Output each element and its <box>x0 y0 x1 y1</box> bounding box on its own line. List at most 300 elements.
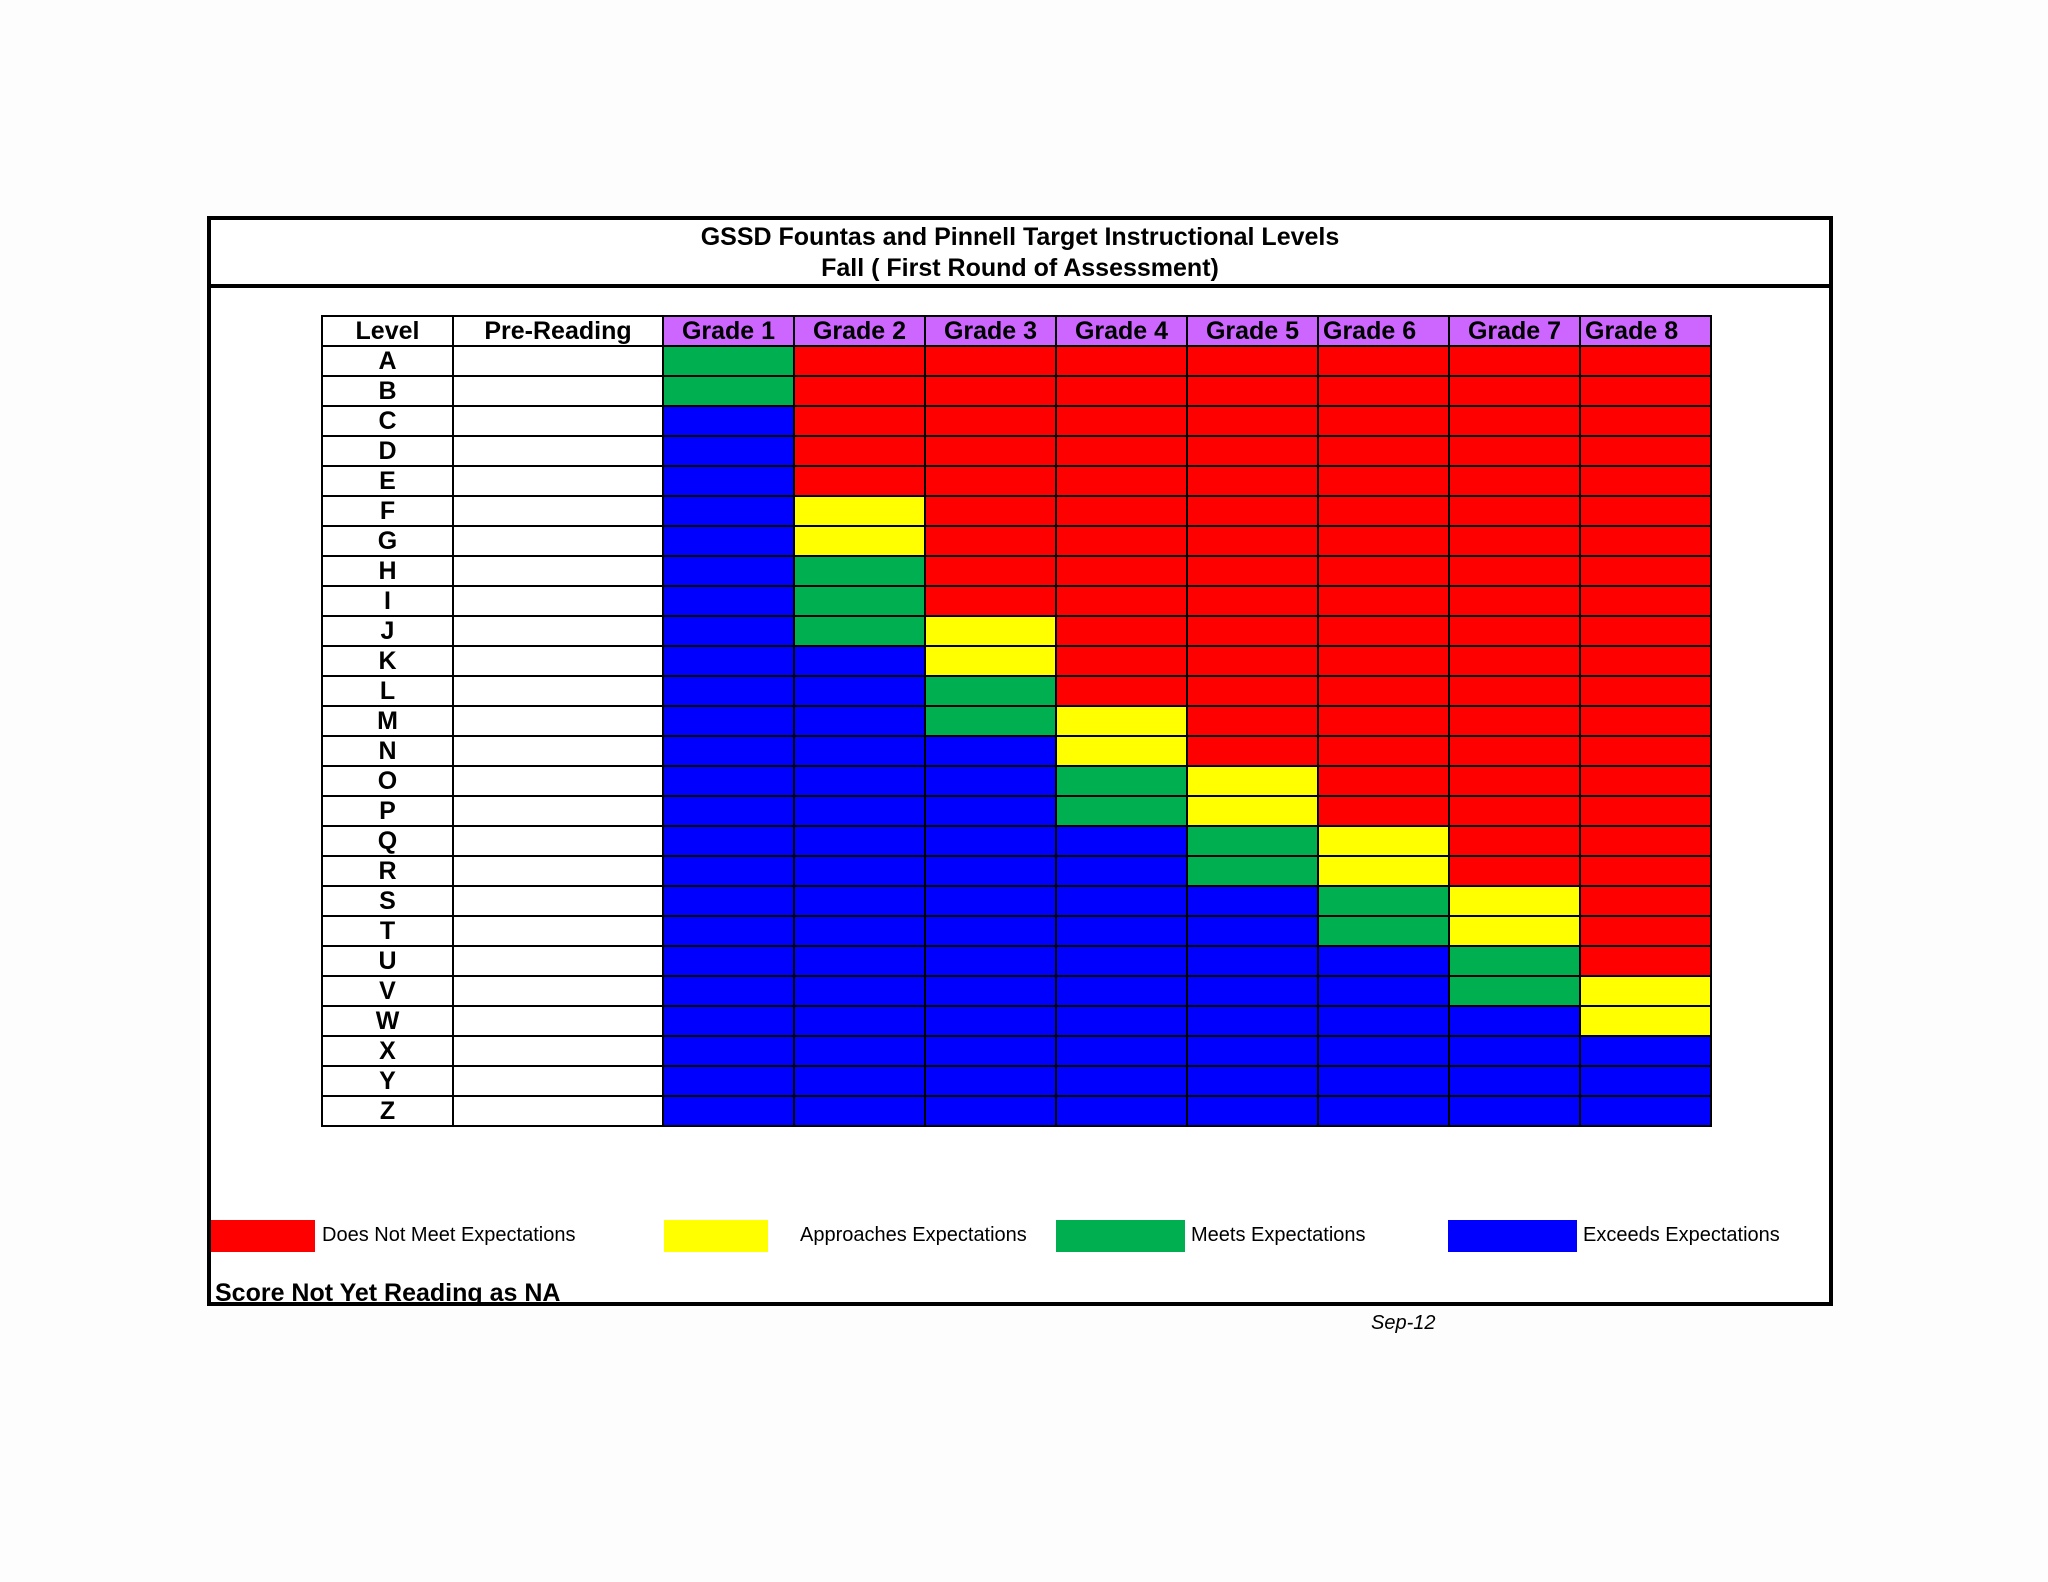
grade-7-cell <box>1449 1036 1580 1066</box>
grade-2-cell <box>794 706 925 736</box>
grade-4-cell <box>1056 466 1187 496</box>
grade-6-cell <box>1318 346 1449 376</box>
grade-2-cell <box>794 856 925 886</box>
header-grade-1: Grade 1 <box>663 316 794 346</box>
grade-1-cell <box>663 796 794 826</box>
table-row <box>322 616 1711 646</box>
grade-6-cell <box>1318 526 1449 556</box>
grade-5-cell <box>1187 646 1318 676</box>
grade-1-cell <box>663 346 794 376</box>
grade-8-cell <box>1580 826 1711 856</box>
grade-2-cell <box>794 826 925 856</box>
table-row <box>322 496 1711 526</box>
document-frame <box>207 216 1833 1306</box>
grade-6-cell <box>1318 466 1449 496</box>
grade-7-cell <box>1449 976 1580 1006</box>
grade-4-cell <box>1056 406 1187 436</box>
grade-4-cell <box>1056 526 1187 556</box>
level-cell: A <box>322 346 453 376</box>
grade-3-cell <box>925 1066 1056 1096</box>
pre-reading-cell <box>453 706 663 736</box>
grade-8-cell <box>1580 886 1711 916</box>
grade-6-cell <box>1318 1006 1449 1036</box>
grade-6-cell <box>1318 436 1449 466</box>
grade-3-cell <box>925 346 1056 376</box>
grade-8-cell <box>1580 1036 1711 1066</box>
grade-1-cell <box>663 436 794 466</box>
level-cell: J <box>322 616 453 646</box>
grade-3-cell <box>925 556 1056 586</box>
grade-5-cell <box>1187 1006 1318 1036</box>
grade-6-cell <box>1318 406 1449 436</box>
level-cell: Q <box>322 826 453 856</box>
grade-7-cell <box>1449 826 1580 856</box>
grade-4-cell <box>1056 856 1187 886</box>
grade-6-cell <box>1318 376 1449 406</box>
pre-reading-cell <box>453 766 663 796</box>
table-row <box>322 646 1711 676</box>
grade-7-cell <box>1449 466 1580 496</box>
grade-1-cell <box>663 736 794 766</box>
grade-5-cell <box>1187 466 1318 496</box>
grade-5-cell <box>1187 766 1318 796</box>
table-row <box>322 736 1711 766</box>
grade-1-cell <box>663 496 794 526</box>
grade-5-cell <box>1187 1096 1318 1126</box>
table-row <box>322 676 1711 706</box>
grade-1-cell <box>663 1006 794 1036</box>
grade-3-cell <box>925 856 1056 886</box>
page-title: GSSD Fountas and Pinnell Target Instructional Levels <box>700 223 1340 251</box>
grade-1-cell <box>663 856 794 886</box>
grade-2-cell <box>794 796 925 826</box>
grade-2-cell <box>794 346 925 376</box>
grade-7-cell <box>1449 526 1580 556</box>
grade-6-cell <box>1318 646 1449 676</box>
level-cell: L <box>322 676 453 706</box>
grade-8-cell <box>1580 736 1711 766</box>
grade-3-cell <box>925 376 1056 406</box>
grade-4-cell <box>1056 676 1187 706</box>
grade-8-cell <box>1580 526 1711 556</box>
grade-1-cell <box>663 616 794 646</box>
grade-4-cell <box>1056 796 1187 826</box>
grade-3-cell <box>925 766 1056 796</box>
grade-8-cell <box>1580 946 1711 976</box>
table-row <box>322 946 1711 976</box>
grade-6-cell <box>1318 976 1449 1006</box>
grade-8-cell <box>1580 856 1711 886</box>
level-cell: F <box>322 496 453 526</box>
grade-5-cell <box>1187 826 1318 856</box>
pre-reading-cell <box>453 1036 663 1066</box>
pre-reading-cell <box>453 736 663 766</box>
pre-reading-cell <box>453 1096 663 1126</box>
grade-7-cell <box>1449 646 1580 676</box>
grade-4-cell <box>1056 646 1187 676</box>
header-grade-5: Grade 5 <box>1187 316 1318 346</box>
grade-6-cell <box>1318 736 1449 766</box>
grade-6-cell <box>1318 586 1449 616</box>
grade-1-cell <box>663 886 794 916</box>
grade-2-cell <box>794 976 925 1006</box>
grade-8-cell <box>1580 496 1711 526</box>
footnote: Score Not Yet Reading as NA <box>215 1279 561 1307</box>
grade-5-cell <box>1187 856 1318 886</box>
table-row <box>322 766 1711 796</box>
grade-4-cell <box>1056 886 1187 916</box>
grade-1-cell <box>663 526 794 556</box>
grade-2-cell <box>794 1036 925 1066</box>
grade-5-cell <box>1187 1066 1318 1096</box>
table-row <box>322 466 1711 496</box>
grade-4-cell <box>1056 916 1187 946</box>
legend-swatch <box>1056 1220 1185 1252</box>
grade-1-cell <box>663 976 794 1006</box>
pre-reading-cell <box>453 796 663 826</box>
grade-4-cell <box>1056 346 1187 376</box>
grade-5-cell <box>1187 796 1318 826</box>
level-cell: K <box>322 646 453 676</box>
grade-2-cell <box>794 526 925 556</box>
grade-8-cell <box>1580 706 1711 736</box>
legend-label: Meets Expectations <box>1191 1224 1366 1246</box>
grade-2-cell <box>794 406 925 436</box>
grade-8-cell <box>1580 1006 1711 1036</box>
header-grade-2: Grade 2 <box>794 316 925 346</box>
grade-4-cell <box>1056 976 1187 1006</box>
grade-5-cell <box>1187 346 1318 376</box>
level-cell: V <box>322 976 453 1006</box>
grade-7-cell <box>1449 886 1580 916</box>
pre-reading-cell <box>453 466 663 496</box>
grade-3-cell <box>925 886 1056 916</box>
grade-7-cell <box>1449 496 1580 526</box>
grade-6-cell <box>1318 1036 1449 1066</box>
grade-6-cell <box>1318 766 1449 796</box>
grade-4-cell <box>1056 616 1187 646</box>
grade-7-cell <box>1449 436 1580 466</box>
table-row <box>322 376 1711 406</box>
grade-1-cell <box>663 376 794 406</box>
grade-4-cell <box>1056 826 1187 856</box>
grade-8-cell <box>1580 676 1711 706</box>
table-row <box>322 526 1711 556</box>
grade-4-cell <box>1056 586 1187 616</box>
table-row <box>322 856 1711 886</box>
level-cell: W <box>322 1006 453 1036</box>
grade-4-cell <box>1056 496 1187 526</box>
grade-5-cell <box>1187 496 1318 526</box>
grade-4-cell <box>1056 436 1187 466</box>
level-cell: G <box>322 526 453 556</box>
grade-1-cell <box>663 916 794 946</box>
grade-6-cell <box>1318 616 1449 646</box>
grade-2-cell <box>794 676 925 706</box>
pre-reading-cell <box>453 886 663 916</box>
grade-8-cell <box>1580 766 1711 796</box>
pre-reading-cell <box>453 616 663 646</box>
level-cell: H <box>322 556 453 586</box>
level-cell: S <box>322 886 453 916</box>
grade-7-cell <box>1449 766 1580 796</box>
grade-1-cell <box>663 676 794 706</box>
grade-5-cell <box>1187 436 1318 466</box>
grade-3-cell <box>925 916 1056 946</box>
pre-reading-cell <box>453 376 663 406</box>
table-row <box>322 556 1711 586</box>
header-row <box>322 316 1711 346</box>
grade-2-cell <box>794 1096 925 1126</box>
level-cell: B <box>322 376 453 406</box>
title-box <box>211 220 1829 288</box>
grade-5-cell <box>1187 586 1318 616</box>
level-cell: Y <box>322 1066 453 1096</box>
legend <box>211 1220 1829 1256</box>
pre-reading-cell <box>453 646 663 676</box>
table-row <box>322 586 1711 616</box>
pre-reading-cell <box>453 1066 663 1096</box>
grade-4-cell <box>1056 1006 1187 1036</box>
table-row <box>322 796 1711 826</box>
grade-1-cell <box>663 406 794 436</box>
grade-1-cell <box>663 1036 794 1066</box>
grade-2-cell <box>794 616 925 646</box>
grade-2-cell <box>794 436 925 466</box>
grade-2-cell <box>794 466 925 496</box>
grade-7-cell <box>1449 676 1580 706</box>
grade-3-cell <box>925 706 1056 736</box>
level-cell: D <box>322 436 453 466</box>
grade-1-cell <box>663 556 794 586</box>
grade-7-cell <box>1449 856 1580 886</box>
grade-4-cell <box>1056 1036 1187 1066</box>
grade-7-cell <box>1449 346 1580 376</box>
table-row <box>322 436 1711 466</box>
grade-7-cell <box>1449 586 1580 616</box>
grade-3-cell <box>925 1096 1056 1126</box>
table-row <box>322 1066 1711 1096</box>
pre-reading-cell <box>453 526 663 556</box>
pre-reading-cell <box>453 496 663 526</box>
pre-reading-cell <box>453 556 663 586</box>
grade-1-cell <box>663 466 794 496</box>
grade-7-cell <box>1449 736 1580 766</box>
header-grade-4: Grade 4 <box>1056 316 1187 346</box>
page-subtitle: Fall ( First Round of Assessment) <box>821 254 1219 282</box>
grade-5-cell <box>1187 946 1318 976</box>
grade-2-cell <box>794 646 925 676</box>
grade-6-cell <box>1318 676 1449 706</box>
table-row <box>322 1096 1711 1126</box>
grade-2-cell <box>794 1006 925 1036</box>
grade-3-cell <box>925 736 1056 766</box>
grade-5-cell <box>1187 886 1318 916</box>
grade-8-cell <box>1580 556 1711 586</box>
pre-reading-cell <box>453 826 663 856</box>
grade-1-cell <box>663 1066 794 1096</box>
grade-3-cell <box>925 826 1056 856</box>
grade-3-cell <box>925 616 1056 646</box>
level-cell: M <box>322 706 453 736</box>
grade-8-cell <box>1580 796 1711 826</box>
grade-4-cell <box>1056 946 1187 976</box>
grade-3-cell <box>925 796 1056 826</box>
pre-reading-cell <box>453 676 663 706</box>
grade-6-cell <box>1318 706 1449 736</box>
grade-2-cell <box>794 736 925 766</box>
grade-1-cell <box>663 946 794 976</box>
level-cell: E <box>322 466 453 496</box>
levels-table <box>321 315 1712 1127</box>
grade-4-cell <box>1056 376 1187 406</box>
grade-3-cell <box>925 676 1056 706</box>
legend-label: Exceeds Expectations <box>1583 1224 1780 1246</box>
pre-reading-cell <box>453 916 663 946</box>
grade-7-cell <box>1449 946 1580 976</box>
table-row <box>322 916 1711 946</box>
pre-reading-cell <box>453 1006 663 1036</box>
grade-2-cell <box>794 586 925 616</box>
grade-6-cell <box>1318 886 1449 916</box>
grade-4-cell <box>1056 706 1187 736</box>
grade-3-cell <box>925 946 1056 976</box>
header-grade-3: Grade 3 <box>925 316 1056 346</box>
grade-2-cell <box>794 886 925 916</box>
grade-7-cell <box>1449 556 1580 586</box>
table-row <box>322 346 1711 376</box>
date-label: Sep-12 <box>1371 1312 1436 1334</box>
grade-1-cell <box>663 1096 794 1126</box>
grade-8-cell <box>1580 916 1711 946</box>
pre-reading-cell <box>453 856 663 886</box>
pre-reading-cell <box>453 406 663 436</box>
grade-2-cell <box>794 376 925 406</box>
grade-6-cell <box>1318 916 1449 946</box>
table-row <box>322 1036 1711 1066</box>
header-grade-6: Grade 6 <box>1318 316 1449 346</box>
grade-4-cell <box>1056 1096 1187 1126</box>
table-row <box>322 886 1711 916</box>
grade-5-cell <box>1187 406 1318 436</box>
grade-5-cell <box>1187 976 1318 1006</box>
header-pre-reading: Pre-Reading <box>453 316 663 346</box>
grade-3-cell <box>925 466 1056 496</box>
grade-3-cell <box>925 496 1056 526</box>
grade-8-cell <box>1580 646 1711 676</box>
grade-5-cell <box>1187 556 1318 586</box>
pre-reading-cell <box>453 346 663 376</box>
grade-6-cell <box>1318 796 1449 826</box>
grade-5-cell <box>1187 616 1318 646</box>
grade-7-cell <box>1449 376 1580 406</box>
grade-2-cell <box>794 496 925 526</box>
grade-3-cell <box>925 406 1056 436</box>
grade-6-cell <box>1318 1096 1449 1126</box>
grade-4-cell <box>1056 736 1187 766</box>
grade-5-cell <box>1187 916 1318 946</box>
legend-swatch <box>1448 1220 1577 1252</box>
pre-reading-cell <box>453 976 663 1006</box>
grade-1-cell <box>663 826 794 856</box>
level-cell: U <box>322 946 453 976</box>
table-row <box>322 406 1711 436</box>
grade-5-cell <box>1187 706 1318 736</box>
grade-3-cell <box>925 586 1056 616</box>
pre-reading-cell <box>453 436 663 466</box>
legend-swatch <box>211 1220 315 1252</box>
legend-label: Does Not Meet Expectations <box>322 1224 576 1246</box>
grade-7-cell <box>1449 1096 1580 1126</box>
grade-3-cell <box>925 1036 1056 1066</box>
level-cell: C <box>322 406 453 436</box>
grade-5-cell <box>1187 376 1318 406</box>
grade-8-cell <box>1580 376 1711 406</box>
table-body <box>322 346 1711 1126</box>
grade-2-cell <box>794 1066 925 1096</box>
grade-6-cell <box>1318 826 1449 856</box>
grade-8-cell <box>1580 466 1711 496</box>
legend-label: Approaches Expectations <box>800 1224 1027 1246</box>
grade-8-cell <box>1580 586 1711 616</box>
grade-6-cell <box>1318 496 1449 526</box>
grade-7-cell <box>1449 616 1580 646</box>
grade-7-cell <box>1449 796 1580 826</box>
grade-6-cell <box>1318 946 1449 976</box>
grade-5-cell <box>1187 736 1318 766</box>
header-level: Level <box>322 316 453 346</box>
grade-1-cell <box>663 646 794 676</box>
grade-8-cell <box>1580 1066 1711 1096</box>
grade-3-cell <box>925 436 1056 466</box>
grade-1-cell <box>663 766 794 796</box>
grade-2-cell <box>794 556 925 586</box>
header-grade-8: Grade 8 <box>1580 316 1711 346</box>
grade-8-cell <box>1580 436 1711 466</box>
grade-7-cell <box>1449 706 1580 736</box>
grade-8-cell <box>1580 346 1711 376</box>
grade-5-cell <box>1187 526 1318 556</box>
grade-6-cell <box>1318 1066 1449 1096</box>
level-cell: N <box>322 736 453 766</box>
level-cell: I <box>322 586 453 616</box>
grade-8-cell <box>1580 406 1711 436</box>
grade-5-cell <box>1187 676 1318 706</box>
grade-3-cell <box>925 976 1056 1006</box>
pre-reading-cell <box>453 586 663 616</box>
table-row <box>322 976 1711 1006</box>
pre-reading-cell <box>453 946 663 976</box>
level-cell: Z <box>322 1096 453 1126</box>
grade-2-cell <box>794 946 925 976</box>
grade-3-cell <box>925 1006 1056 1036</box>
grade-2-cell <box>794 766 925 796</box>
level-cell: P <box>322 796 453 826</box>
grade-7-cell <box>1449 406 1580 436</box>
table-row <box>322 826 1711 856</box>
grade-8-cell <box>1580 976 1711 1006</box>
level-cell: R <box>322 856 453 886</box>
grade-6-cell <box>1318 856 1449 886</box>
grade-1-cell <box>663 586 794 616</box>
table-row <box>322 706 1711 736</box>
legend-swatch <box>664 1220 768 1252</box>
grade-3-cell <box>925 646 1056 676</box>
grade-1-cell <box>663 706 794 736</box>
level-cell: X <box>322 1036 453 1066</box>
grade-4-cell <box>1056 1066 1187 1096</box>
level-cell: O <box>322 766 453 796</box>
